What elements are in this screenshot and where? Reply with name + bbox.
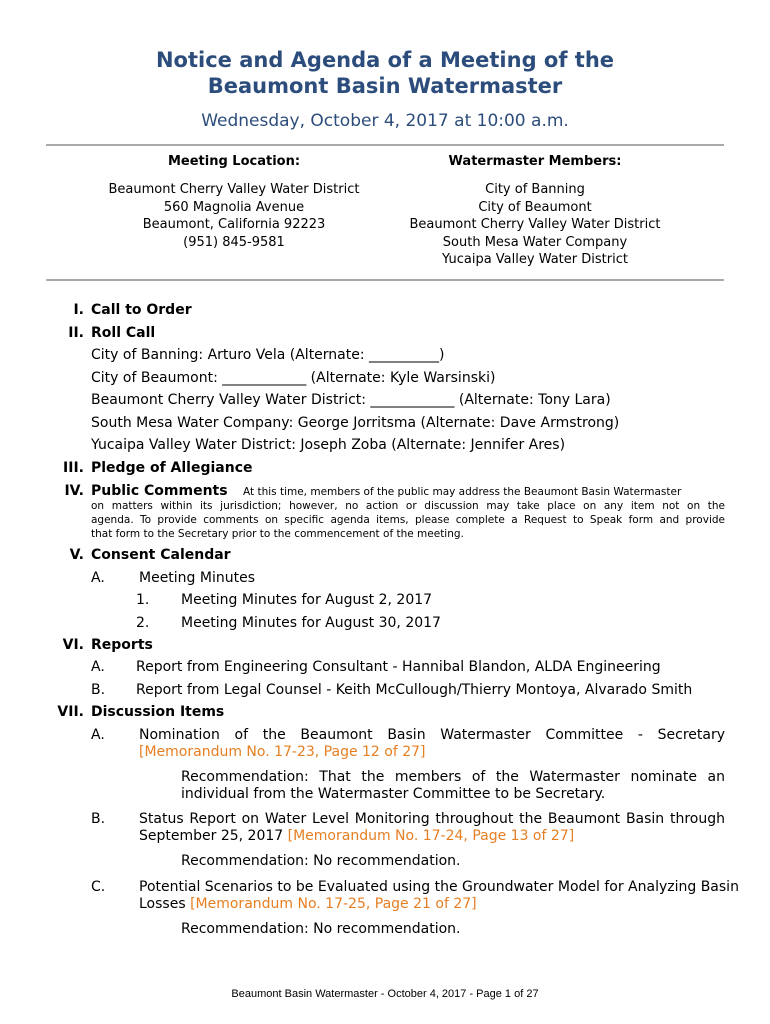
item-letter: C. — [91, 879, 106, 895]
middle-divider — [46, 279, 724, 281]
report-item: Report from Legal Counsel - Keith McCullough/Thierry Montoya, Alvarado Smith — [136, 682, 693, 698]
public-comments-text: that form to the Secretary prior to the commencement of the meeting. — [91, 528, 464, 540]
minutes-item: Meeting Minutes for August 30, 2017 — [181, 615, 441, 631]
section-number: V. — [69, 547, 84, 563]
roll-call-line: City of Banning: Arturo Vela (Alternate: __________) — [91, 347, 445, 363]
discussion-item-title: Potential Scenarios to be Evaluated using the Groundwater Model for Analyzing Basin — [139, 879, 739, 895]
member-line: South Mesa Water Company — [442, 234, 628, 250]
roll-call-line: Beaumont Cherry Valley Water District: ____________ (Alternate: Tony Lara) — [91, 392, 611, 408]
recommendation-text: Recommendation: No recommendation. — [181, 921, 461, 937]
memorandum-link[interactable]: [Memorandum No. 17-24, Page 13 of 27] — [287, 828, 575, 844]
page-title: Notice and Agenda of a Meeting of the — [155, 48, 615, 72]
discussion-item-title-continued — [139, 828, 574, 844]
roll-call-line: City of Beaumont: ____________ (Alternate: Kyle Warsinski) — [91, 370, 496, 386]
location-line: Beaumont, California 92223 — [142, 217, 326, 232]
minutes-item: Meeting Minutes for August 2, 2017 — [181, 592, 433, 608]
discussion-item-title: Nomination of the Beaumont Basin Watermaster Committee - Secretary — [139, 727, 725, 743]
section-call-to-order: Call to Order — [91, 302, 192, 318]
member-line: City of Banning — [485, 182, 585, 197]
meeting-location-heading: Meeting Location: — [167, 154, 301, 169]
location-line: (951) 845-9581 — [183, 234, 285, 250]
item-letter: B. — [91, 811, 106, 827]
roll-call-line: Yucaipa Valley Water District: Joseph Zoba (Alternate: Jennifer Ares) — [91, 437, 566, 453]
memorandum-link[interactable]: [Memorandum No. 17-23, Page 12 of 27] — [139, 744, 426, 760]
section-public-comments: Public Comments — [91, 483, 228, 499]
meeting-date: Wednesday, October 4, 2017 at 10:00 a.m. — [201, 111, 569, 131]
page-footer: Beaumont Basin Watermaster - October 4, 2017 - Page 1 of 27 — [231, 988, 539, 1000]
item-letter: A. — [91, 727, 105, 743]
recommendation-text: individual from the Watermaster Committee to be Secretary. — [181, 786, 606, 802]
section-number: IV. — [64, 483, 84, 499]
section-number: II. — [68, 325, 84, 341]
section-pledge-of-allegiance: Pledge of Allegiance — [91, 460, 253, 476]
section-reports: Reports — [91, 637, 153, 653]
watermaster-members-heading: Watermaster Members: — [448, 154, 622, 169]
public-comments-text: on matters within its jurisdiction; however, no action or discussion may take place on any item not on the — [91, 500, 725, 512]
section-number: III. — [63, 460, 84, 476]
section-number: I. — [73, 302, 84, 318]
item-letter: B. — [91, 682, 106, 698]
section-consent-calendar: Consent Calendar — [91, 547, 231, 563]
page-title-line-2: Beaumont Basin Watermaster — [207, 74, 563, 98]
discussion-item-text: September 25, 2017 — [139, 828, 284, 844]
memorandum-link[interactable]: [Memorandum No. 17-25, Page 21 of 27] — [190, 896, 477, 912]
item-number: 1. — [136, 592, 150, 608]
discussion-item-text: Losses — [139, 896, 186, 912]
consent-item-meeting-minutes: Meeting Minutes — [139, 570, 256, 586]
public-comments-text: At this time, members of the public may address the Beaumont Basin Watermaster — [243, 486, 682, 498]
member-line: City of Beaumont — [478, 199, 592, 215]
top-divider — [46, 144, 724, 146]
item-number: 2. — [136, 615, 150, 631]
member-line: Yucaipa Valley Water District — [442, 252, 628, 267]
section-number: VI. — [62, 637, 84, 653]
recommendation-text: Recommendation: That the members of the Watermaster nominate an — [181, 769, 725, 785]
meeting-location-block — [84, 181, 384, 251]
item-letter: A. — [91, 570, 105, 586]
location-line: 560 Magnolia Avenue — [163, 199, 305, 215]
discussion-item-title: Status Report on Water Level Monitoring throughout the Beaumont Basin through — [139, 811, 725, 827]
recommendation-text: Recommendation: No recommendation. — [181, 853, 461, 869]
section-number: VII. — [57, 704, 84, 720]
item-letter: A. — [91, 659, 105, 675]
discussion-item-title-continued — [139, 896, 477, 912]
member-line: Beaumont Cherry Valley Water District — [409, 217, 661, 232]
location-line: Beaumont Cherry Valley Water District — [108, 182, 360, 197]
section-roll-call: Roll Call — [91, 325, 156, 341]
section-discussion-items: Discussion Items — [91, 704, 225, 720]
public-comments-text: agenda. To provide comments on specific agenda items, please complete a Request to Speak form and provide — [91, 514, 725, 526]
report-item: Report from Engineering Consultant - Hannibal Blandon, ALDA Engineering — [136, 659, 661, 675]
roll-call-line: South Mesa Water Company: George Jorritsma (Alternate: Dave Armstrong) — [91, 415, 620, 431]
watermaster-members-block — [385, 181, 685, 269]
